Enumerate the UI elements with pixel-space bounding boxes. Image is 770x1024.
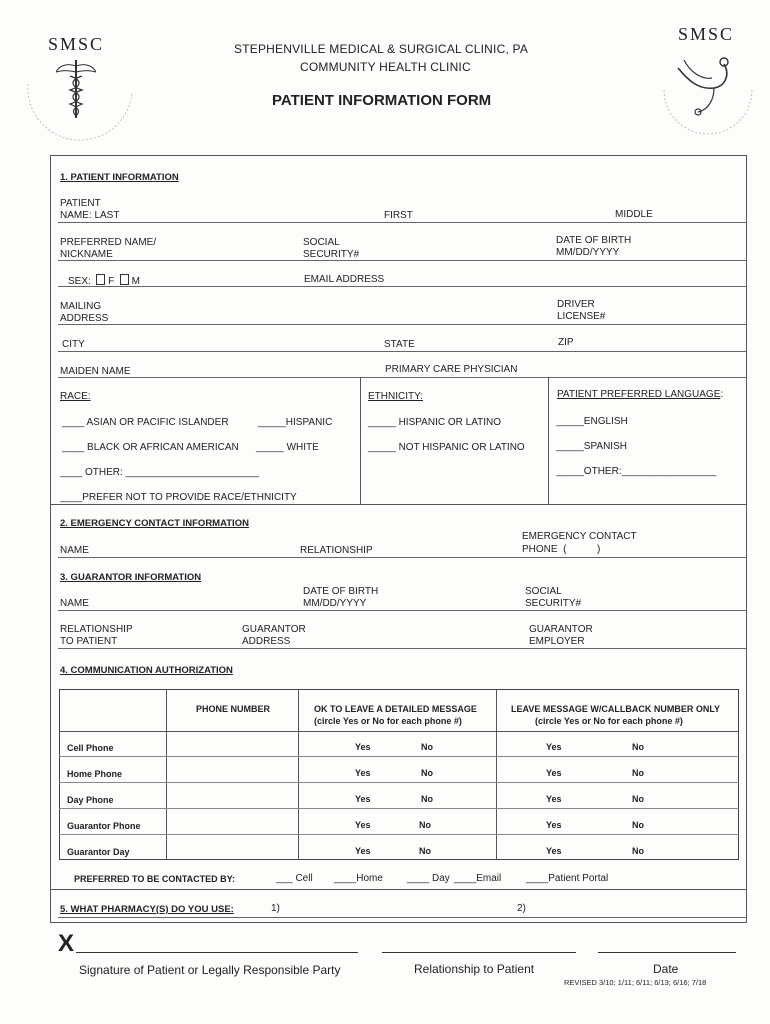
preferred-contact-label: PREFERRED TO BE CONTACTED BY:	[74, 874, 236, 884]
comm-header-phone: PHONE NUMBER	[196, 704, 271, 714]
pref-day-option[interactable]: ____ Day	[407, 873, 450, 884]
sex-male-checkbox[interactable]	[120, 274, 129, 285]
logo-right-ring	[660, 40, 756, 140]
section1-title: 1. PATIENT INFORMATION	[60, 172, 179, 183]
callback-no[interactable]: No	[632, 820, 644, 830]
detail-yes[interactable]: Yes	[355, 846, 371, 856]
comm-header-detail-2: (circle Yes or No for each phone #)	[314, 716, 462, 726]
preferred-name-line[interactable]	[58, 260, 746, 261]
detail-no[interactable]: No	[421, 794, 433, 804]
mailing-label-1: MAILING	[60, 301, 102, 312]
sex-female-checkbox[interactable]	[96, 274, 105, 285]
callback-no[interactable]: No	[632, 768, 644, 778]
detail-yes[interactable]: Yes	[355, 820, 371, 830]
comm-row-label: Home Phone	[67, 769, 123, 779]
detail-yes[interactable]: Yes	[355, 742, 371, 752]
patient-name-label-1: PATIENT	[60, 198, 101, 209]
language-title-text: PATIENT PREFERRED LANGUAGE	[557, 389, 721, 400]
clinic-name: STEPHENVILLE MEDICAL & SURGICAL CLINIC, PA	[234, 42, 529, 56]
comm-row-label: Guarantor Day	[67, 847, 130, 857]
first-name-label: FIRST	[384, 210, 413, 221]
race-white-option[interactable]: _____ WHITE	[256, 442, 319, 453]
logo-left-ring	[22, 44, 138, 144]
sex-female-label: F	[108, 276, 115, 287]
pref-cell-option[interactable]: ___ Cell	[276, 873, 313, 884]
section3-title: 3. GUARANTOR INFORMATION	[60, 572, 202, 583]
preferred-name-label-1: PREFERRED NAME/	[60, 237, 157, 248]
comm-header-callback-2: (circle Yes or No for each phone #)	[535, 716, 683, 726]
guarantor-dob-label-1: DATE OF BIRTH	[303, 586, 379, 597]
language-spanish-option[interactable]: _____SPANISH	[556, 441, 627, 452]
pcp-label: PRIMARY CARE PHYSICIAN	[385, 364, 518, 375]
pharmacy-1-label: 1)	[271, 903, 280, 914]
language-other-option[interactable]: _____OTHER:_________________	[556, 466, 717, 477]
patient-name-label-2: NAME: LAST	[60, 210, 120, 221]
state-label: STATE	[384, 339, 415, 350]
preferred-name-label-2: NICKNAME	[60, 249, 113, 260]
emergency-phone-label-2: PHONE ( )	[522, 544, 601, 555]
race-hispanic-option[interactable]: _____HISPANIC	[258, 417, 333, 428]
guarantor-address-label-2: ADDRESS	[242, 636, 291, 647]
sex-text: SEX:	[68, 276, 91, 287]
section1-bottom-rule	[50, 504, 747, 505]
race-asian-option[interactable]: ____ ASIAN OR PACIFIC ISLANDER	[62, 417, 229, 428]
section4-bottom-rule	[50, 889, 747, 890]
section5-title: 5. WHAT PHARMACY(S) DO YOU USE:	[60, 904, 234, 915]
form-title: PATIENT INFORMATION FORM	[272, 92, 492, 109]
relationship-line[interactable]	[382, 952, 576, 953]
guarantor-ssn-label-1: SOCIAL	[525, 586, 562, 597]
detail-no[interactable]: No	[421, 768, 433, 778]
race-ethnicity-divider	[360, 377, 361, 504]
pharmacy-line[interactable]	[58, 917, 746, 918]
zip-label: ZIP	[558, 337, 574, 348]
comm-row-label: Day Phone	[67, 795, 114, 805]
ethnicity-language-divider	[548, 377, 549, 504]
mailing-label-2: ADDRESS	[60, 313, 109, 324]
comm-header-rule	[59, 731, 739, 732]
race-black-option[interactable]: ____ BLACK OR AFRICAN AMERICAN	[62, 442, 239, 453]
logo-right-mark: SMSC	[678, 24, 735, 44]
comm-row-label: Guarantor Phone	[67, 821, 141, 831]
detail-no[interactable]: No	[419, 820, 431, 830]
callback-yes[interactable]: Yes	[546, 820, 562, 830]
middle-name-label: MIDDLE	[615, 209, 653, 220]
date-line[interactable]	[598, 952, 736, 953]
race-other-option[interactable]: ____ OTHER: ________________________	[60, 467, 260, 478]
city-label: CITY	[62, 339, 85, 350]
signature-line[interactable]	[76, 952, 358, 953]
city-line[interactable]	[58, 351, 746, 352]
detail-no[interactable]: No	[421, 742, 433, 752]
clinic-subtitle: COMMUNITY HEALTH CLINIC	[300, 60, 471, 74]
driver-license-label-2: LICENSE#	[557, 311, 606, 322]
guarantor-rel-label-2: TO PATIENT	[60, 636, 118, 647]
comm-row-rule	[59, 782, 739, 783]
detail-yes[interactable]: Yes	[355, 794, 371, 804]
date-label: Date	[653, 962, 679, 976]
emergency-name-label: NAME	[60, 545, 89, 556]
pharmacy-2-label: 2)	[517, 903, 526, 914]
ethnicity-title: ETHNICITY:	[368, 391, 424, 402]
guarantor-name-line[interactable]	[58, 610, 746, 611]
patient-name-line[interactable]	[58, 222, 746, 223]
section4-title: 4. COMMUNICATION AUTHORIZATION	[60, 665, 233, 676]
guarantor-dob-label-2: MM/DD/YYYY	[303, 598, 367, 609]
logo-left-mark: SMSC	[48, 34, 105, 54]
maiden-name-label: MAIDEN NAME	[60, 366, 131, 377]
comm-header-detail-1: OK TO LEAVE A DETAILED MESSAGE	[314, 704, 477, 714]
signature-label: Signature of Patient or Legally Responsible Party	[79, 963, 341, 977]
comm-header-callback-1: LEAVE MESSAGE W/CALLBACK NUMBER ONLY	[511, 704, 721, 714]
race-prefer-not-option[interactable]: ____PREFER NOT TO PROVIDE RACE/ETHNICITY	[60, 492, 297, 503]
callback-yes[interactable]: Yes	[546, 742, 562, 752]
comm-row-rule	[59, 808, 739, 809]
detail-no[interactable]: No	[419, 846, 431, 856]
callback-no[interactable]: No	[632, 742, 644, 752]
mailing-line[interactable]	[58, 324, 746, 325]
callback-yes[interactable]: Yes	[546, 768, 562, 778]
relationship-label: Relationship to Patient	[414, 962, 535, 976]
guarantor-rel-line[interactable]	[58, 648, 746, 649]
ssn-label-2: SECURITY#	[303, 249, 360, 260]
race-title: RACE:	[60, 391, 91, 402]
language-title	[557, 389, 723, 400]
comm-row-rule	[59, 834, 739, 835]
ethnicity-hispanic-option[interactable]: _____ HISPANIC OR LATINO	[368, 417, 502, 428]
maiden-line[interactable]	[58, 377, 746, 378]
pref-email-option[interactable]: ____Email	[454, 873, 502, 884]
detail-yes[interactable]: Yes	[355, 768, 371, 778]
guarantor-rel-label-1: RELATIONSHIP	[60, 624, 133, 635]
callback-no[interactable]: No	[632, 794, 644, 804]
comm-row-rule	[59, 756, 739, 757]
email-line[interactable]	[58, 286, 746, 287]
emergency-phone-label-1: EMERGENCY CONTACT	[522, 531, 637, 542]
section2-title: 2. EMERGENCY CONTACT INFORMATION	[60, 518, 249, 529]
guarantor-employer-label-2: EMPLOYER	[529, 636, 585, 647]
revision-note: REVISED 3/10; 1/11; 6/11; 6/13; 6/16; 7/18	[564, 978, 707, 987]
pref-portal-option[interactable]: ____Patient Portal	[526, 873, 609, 884]
ethnicity-not-hispanic-option[interactable]: _____ NOT HISPANIC OR LATINO	[368, 442, 525, 453]
driver-license-label-1: DRIVER	[557, 299, 595, 310]
dob-label-1: DATE OF BIRTH	[556, 235, 632, 246]
emergency-contact-line[interactable]	[58, 557, 746, 558]
pref-home-option[interactable]: ____Home	[334, 873, 383, 884]
language-title-colon: :	[720, 389, 724, 400]
callback-yes[interactable]: Yes	[546, 794, 562, 804]
signature-x-mark: X	[58, 930, 75, 957]
guarantor-name-label: NAME	[60, 598, 89, 609]
guarantor-ssn-label-2: SECURITY#	[525, 598, 582, 609]
email-label: EMAIL ADDRESS	[304, 274, 385, 285]
comm-row-label: Cell Phone	[67, 743, 114, 753]
emergency-relationship-label: RELATIONSHIP	[300, 545, 373, 556]
guarantor-address-label-1: GUARANTOR	[242, 624, 306, 635]
sex-male-label: M	[131, 276, 140, 287]
callback-yes[interactable]: Yes	[546, 846, 562, 856]
ssn-label-1: SOCIAL	[303, 237, 340, 248]
callback-no[interactable]: No	[632, 846, 644, 856]
guarantor-employer-label-1: GUARANTOR	[529, 624, 593, 635]
dob-label-2: MM/DD/YYYY	[556, 247, 620, 258]
language-english-option[interactable]: _____ENGLISH	[556, 416, 628, 427]
